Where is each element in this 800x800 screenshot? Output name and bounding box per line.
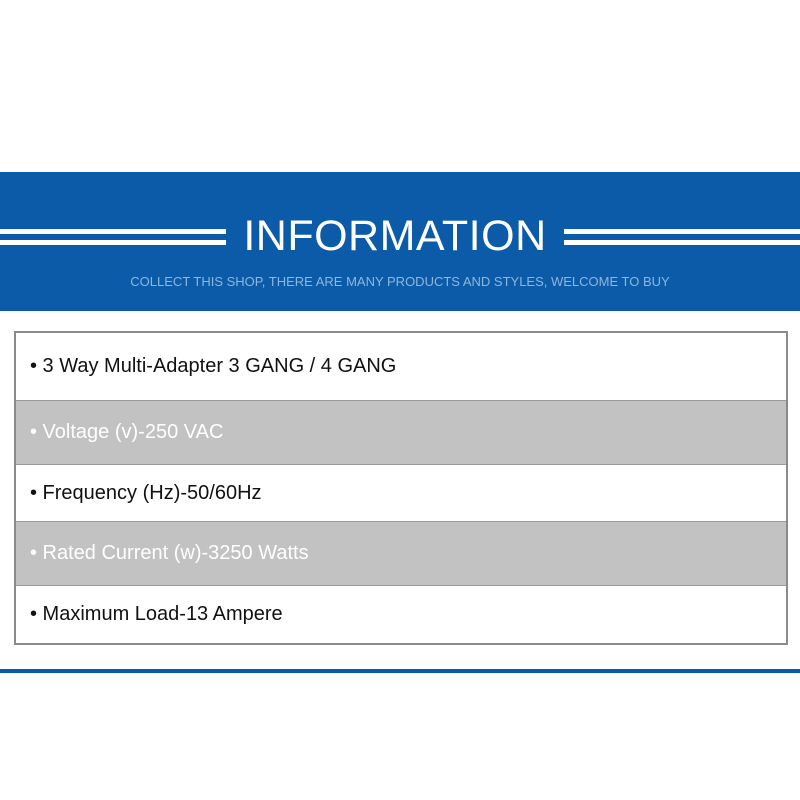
spec-row-model — [16, 333, 786, 400]
banner-subtitle: COLLECT THIS SHOP, THERE ARE MANY PRODUCTS AND STYLES, WELCOME TO BUY — [130, 274, 670, 289]
stripe-line — [564, 229, 800, 234]
banner-title: INFORMATION — [243, 212, 547, 260]
stripe-line — [564, 240, 800, 245]
bottom-divider — [0, 669, 800, 673]
spec-row-rated-current — [16, 521, 786, 585]
spec-row-text: • Voltage (v)-250 VAC — [30, 421, 224, 443]
information-banner — [0, 172, 800, 311]
stripe-line — [0, 240, 226, 245]
spec-row-maximum-load — [16, 585, 786, 643]
stripe-line — [0, 229, 226, 234]
spec-row-text: • Frequency (Hz)-50/60Hz — [30, 481, 262, 504]
spec-row-frequency — [16, 464, 786, 521]
left-double-stripe — [0, 229, 226, 247]
spec-row-voltage — [16, 400, 786, 464]
specification-table — [14, 331, 788, 645]
spec-row-text: • 3 Way Multi-Adapter 3 GANG / 4 GANG — [30, 355, 397, 377]
right-double-stripe — [564, 229, 800, 247]
spec-row-text: • Maximum Load-13 Ampere — [30, 603, 283, 625]
spec-row-text: • Rated Current (w)-3250 Watts — [30, 542, 309, 564]
